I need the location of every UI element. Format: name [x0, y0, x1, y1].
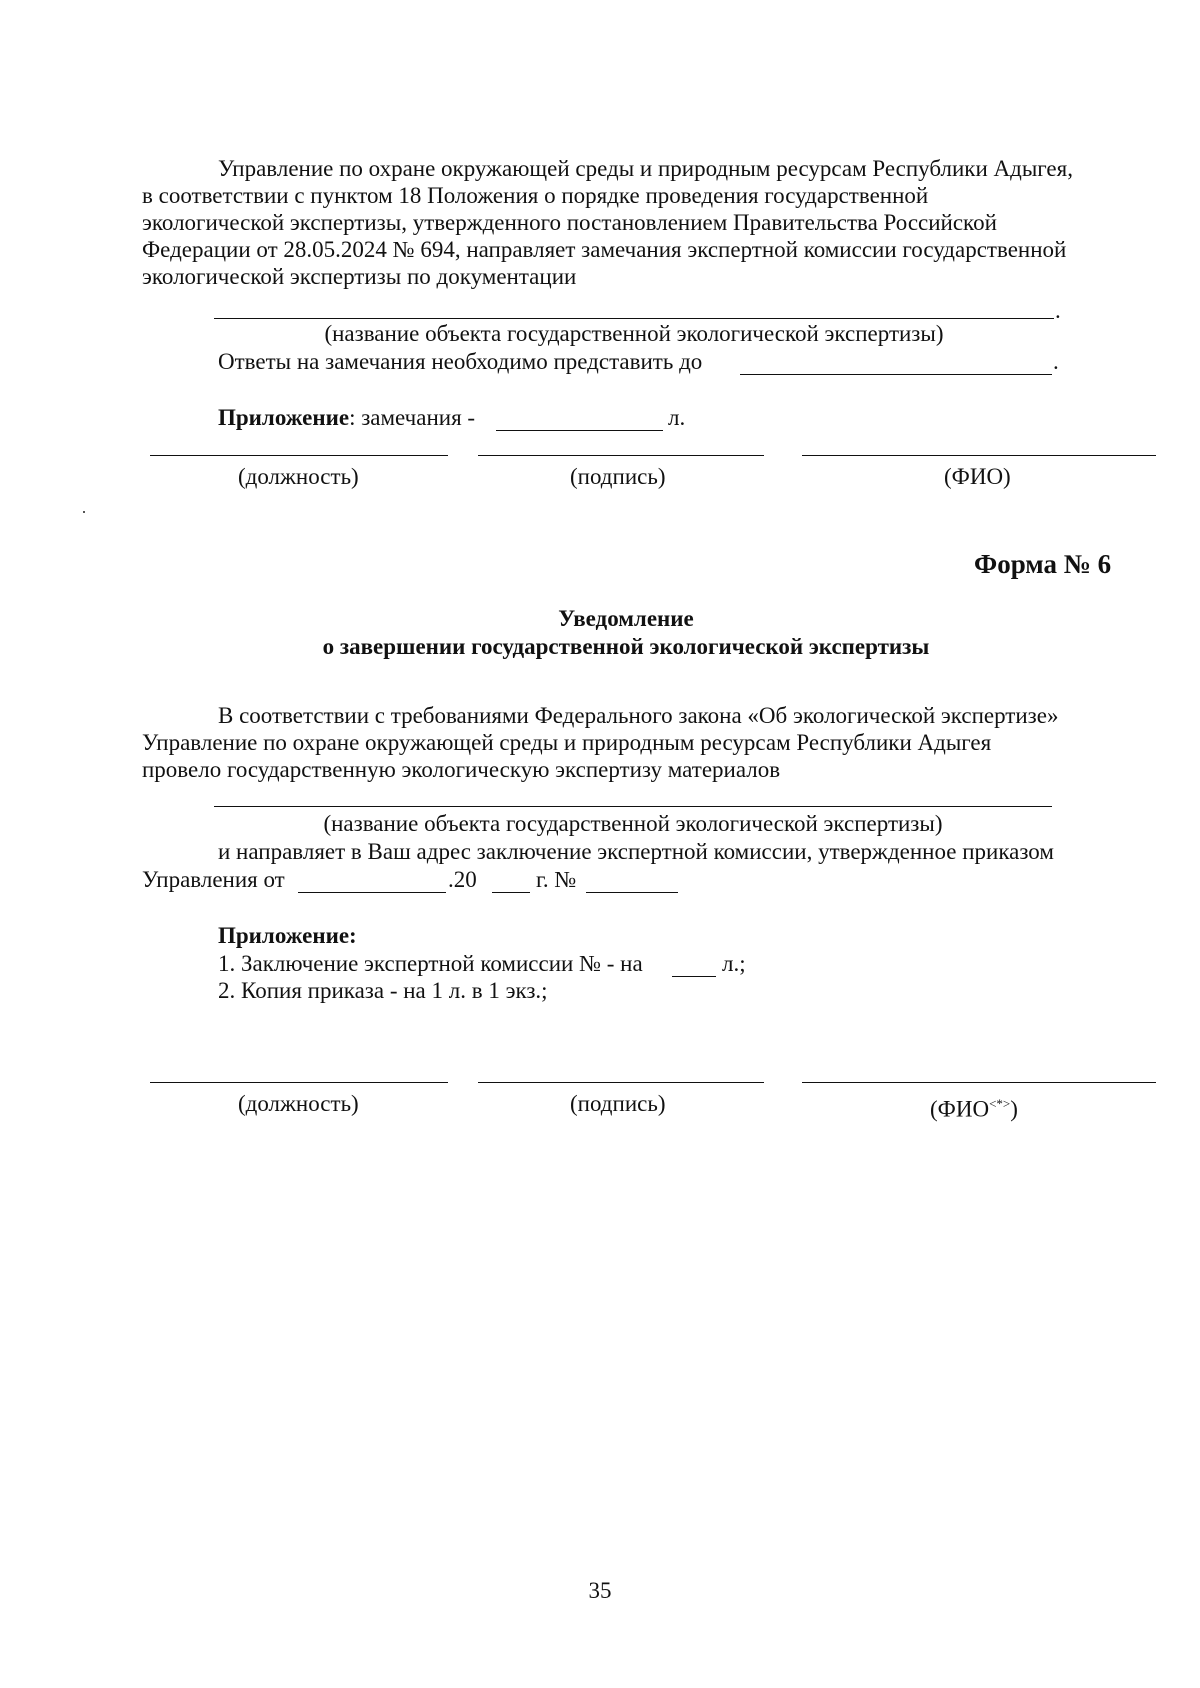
- attachment-item-1-suffix: л.;: [722, 951, 746, 976]
- scan-speck: [83, 511, 85, 513]
- paragraph-line: экологической экспертизы, утвержденного постановлением Правительства Российской: [142, 210, 997, 235]
- order-number-label: г. №: [536, 867, 577, 892]
- footnote-mark: <*>: [989, 1096, 1011, 1111]
- paragraph-line: В соответствии с требованиями Федерального закона «Об экологической экспертизе»: [218, 703, 1059, 728]
- object-caption: (название объекта государственной экологической экспертизы): [323, 811, 943, 836]
- attachment-pages-line: [672, 976, 716, 977]
- signature-caption: (подпись): [570, 464, 666, 489]
- document-title: Уведомление: [558, 606, 694, 631]
- position-caption: (должность): [238, 464, 359, 489]
- pages-count-line: [496, 430, 663, 431]
- page-number: 35: [588, 1578, 612, 1603]
- paragraph-line: в соответствии с пунктом 18 Положения о порядке проведения государственной: [142, 183, 929, 208]
- deadline-line: [740, 374, 1052, 375]
- signature-line-name: [802, 455, 1156, 456]
- attachment-item-1: 1. Заключение экспертной комиссии № - на: [218, 951, 643, 976]
- order-year-line: [492, 892, 530, 893]
- signature-line-signature: [478, 455, 764, 456]
- signature-line-name: [802, 1082, 1156, 1083]
- period: .: [1053, 349, 1059, 374]
- signature-line-position: [150, 455, 448, 456]
- object-name-line: [214, 318, 1054, 319]
- paragraph-line: экологической экспертизы по документации: [142, 264, 577, 289]
- name-caption: (ФИО): [944, 464, 1011, 489]
- document-subtitle: о завершении государственной экологической экспертизы: [322, 634, 930, 659]
- paragraph-line: Федерации от 28.05.2024 № 694, направляет замечания экспертной комиссии государственной: [142, 237, 1067, 262]
- order-number-line: [586, 892, 678, 893]
- paragraph-line: провело государственную экологическую экспертизу материалов: [142, 757, 781, 782]
- paragraph-line: Управление по охране окружающей среды и природным ресурсам Республики Адыгея: [142, 730, 992, 755]
- signature-line-position: [150, 1082, 448, 1083]
- order-line-prefix: Управления от: [142, 867, 285, 892]
- attachment-suffix: л.: [668, 405, 686, 430]
- form-number: Форма № 6: [974, 549, 1112, 579]
- paragraph-line: и направляет в Ваш адрес заключение экспертной комиссии, утвержденное приказом: [218, 839, 1054, 864]
- signature-line-signature: [478, 1082, 764, 1083]
- order-date-line: [298, 892, 446, 893]
- paragraph-line: Управление по охране окружающей среды и природным ресурсам Республики Адыгея,: [218, 156, 1073, 181]
- period: .: [1055, 298, 1061, 323]
- attachment-item-2: 2. Копия приказа - на 1 л. в 1 экз.;: [218, 978, 548, 1003]
- attachment-heading: Приложение:: [218, 923, 357, 948]
- order-year-prefix: .20: [448, 867, 477, 892]
- attachment-line: Приложение: замечания -: [218, 405, 476, 430]
- answers-deadline-text: Ответы на замечания необходимо представить до: [218, 349, 703, 374]
- object-caption: (название объекта государственной экологической экспертизы): [324, 321, 944, 346]
- name-caption: (ФИО<*>): [930, 1096, 1018, 1122]
- position-caption: (должность): [238, 1091, 359, 1116]
- object-name-line: [214, 806, 1052, 807]
- signature-caption: (подпись): [570, 1091, 666, 1116]
